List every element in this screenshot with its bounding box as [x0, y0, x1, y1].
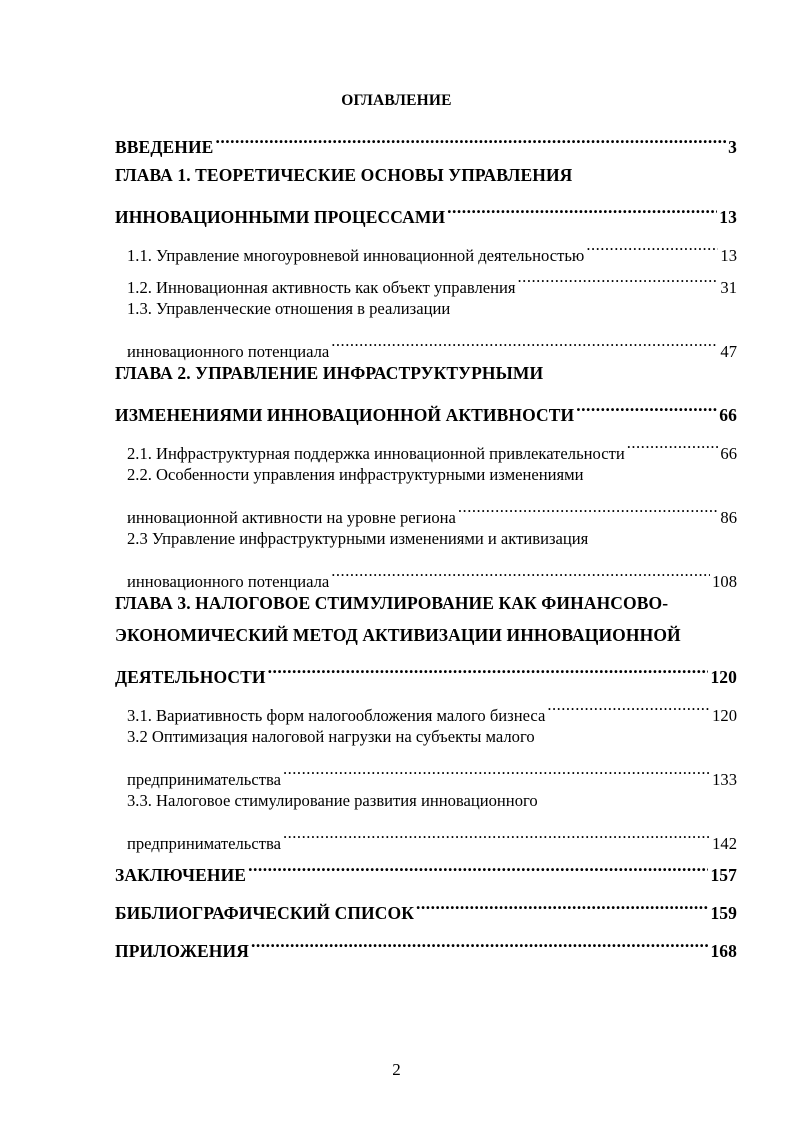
- toc-entry-text: 1.2. Инновационная активность как объект управления: [127, 278, 516, 297]
- toc-page-number: 13: [720, 246, 737, 265]
- dot-leader: [627, 427, 719, 459]
- dot-leader: [215, 121, 726, 153]
- toc-chapter-entry: [115, 887, 737, 923]
- dot-leader: [283, 753, 710, 785]
- dot-leader: [331, 325, 718, 357]
- toc-page-number: 31: [720, 278, 737, 297]
- toc-page-number: 120: [710, 667, 737, 687]
- toc-chapter-entry: [115, 925, 737, 961]
- toc-entry-text: инновационного потенциала: [127, 342, 330, 361]
- toc-entry-text: 2.1. Инфраструктурная поддержка инновационной привлекательности: [127, 444, 625, 463]
- dot-leader: [331, 555, 710, 587]
- toc-entry-text: ЗАКЛЮЧЕНИЕ: [115, 865, 247, 885]
- toc-chapter-entry: [115, 357, 737, 425]
- toc-entry-text: ГЛАВА 3. НАЛОГОВОЕ СТИМУЛИРОВАНИЕ КАК ФИНАНСОВО-: [115, 593, 669, 613]
- dot-leader: [268, 651, 709, 683]
- toc-section-entry: [115, 785, 737, 853]
- dot-leader: [547, 689, 710, 721]
- page-number: 2: [392, 1060, 401, 1079]
- toc-entry-text: инновационного потенциала: [127, 572, 330, 591]
- toc-section-entry: [115, 459, 737, 527]
- toc-entry-text: предпринимательства: [127, 834, 281, 853]
- toc-entry-text: 2.3 Управление инфраструктурными изменениями и активизация: [127, 529, 589, 548]
- toc-entry-text: 3.3. Налоговое стимулирование развития инновационного: [127, 791, 538, 810]
- toc-entry-text: 1.1. Управление многоуровневой инновационной деятельностью: [127, 246, 585, 265]
- toc-title: ОГЛАВЛЕНИЕ: [341, 92, 452, 109]
- table-of-contents: [115, 121, 737, 963]
- toc-section-entry: [115, 261, 737, 297]
- toc-entry-text: 3.1. Вариативность форм налогообложения малого бизнеса: [127, 706, 546, 725]
- toc-page-number: 142: [712, 834, 737, 853]
- toc-entry-text: ЭКОНОМИЧЕСКИЙ МЕТОД АКТИВИЗАЦИИ ИННОВАЦИОННОЙ: [115, 625, 681, 645]
- toc-chapter-entry: [115, 849, 737, 885]
- toc-page-number: 47: [720, 342, 737, 361]
- toc-chapter-entry: [115, 159, 737, 227]
- dot-leader: [251, 925, 708, 957]
- toc-entry-text: ИЗМЕНЕНИЯМИ ИННОВАЦИОННОЙ АКТИВНОСТИ: [115, 405, 575, 425]
- toc-entry-text: 1.3. Управленческие отношения в реализации: [127, 299, 451, 318]
- dot-leader: [447, 191, 717, 223]
- toc-page-number: 86: [720, 508, 737, 527]
- dot-leader: [576, 389, 717, 421]
- toc-section-entry: [115, 229, 737, 265]
- dot-leader: [586, 229, 718, 261]
- dot-leader: [458, 491, 719, 523]
- toc-page-number: 108: [712, 572, 737, 591]
- toc-page-number: 120: [712, 706, 737, 725]
- dot-leader: [416, 887, 708, 919]
- toc-entry-text: ГЛАВА 1. ТЕОРЕТИЧЕСКИЕ ОСНОВЫ УПРАВЛЕНИЯ: [115, 165, 573, 185]
- dot-leader: [283, 817, 710, 849]
- toc-page-number: 66: [720, 444, 737, 463]
- toc-page-number: 157: [710, 865, 737, 885]
- toc-page-number: 168: [710, 941, 737, 961]
- toc-page-number: 13: [719, 207, 737, 227]
- toc-entry-text: БИБЛИОГРАФИЧЕСКИЙ СПИСОК: [115, 903, 414, 923]
- toc-entry-text: ИННОВАЦИОННЫМИ ПРОЦЕССАМИ: [115, 207, 446, 227]
- toc-entry-text: ДЕЯТЕЛЬНОСТИ: [115, 667, 266, 687]
- toc-page-number: 133: [712, 770, 737, 789]
- dot-leader: [248, 849, 708, 881]
- toc-entry-text: 3.2 Оптимизация налоговой нагрузки на субъекты малого: [127, 727, 535, 746]
- toc-chapter-entry: [115, 587, 737, 687]
- toc-chapter-entry: [115, 121, 737, 157]
- toc-entry-text: 2.2. Особенности управления инфраструктурными изменениями: [127, 465, 584, 484]
- toc-entry-text: ГЛАВА 2. УПРАВЛЕНИЕ ИНФРАСТРУКТУРНЫМИ: [115, 363, 544, 383]
- toc-section-entry: [115, 689, 737, 725]
- toc-section-entry: [115, 293, 737, 361]
- toc-entry-text: предпринимательства: [127, 770, 281, 789]
- toc-section-entry: [115, 721, 737, 789]
- toc-entry-text: инновационной активности на уровне региона: [127, 508, 456, 527]
- toc-entry-text: ВВЕДЕНИЕ: [115, 137, 214, 157]
- toc-section-entry: [115, 427, 737, 463]
- dot-leader: [518, 261, 719, 293]
- toc-page-number: 159: [710, 903, 737, 923]
- toc-section-entry: [115, 523, 737, 591]
- toc-page-number: 66: [719, 405, 737, 425]
- toc-page-number: 3: [728, 137, 737, 157]
- toc-entry-text: ПРИЛОЖЕНИЯ: [115, 941, 249, 961]
